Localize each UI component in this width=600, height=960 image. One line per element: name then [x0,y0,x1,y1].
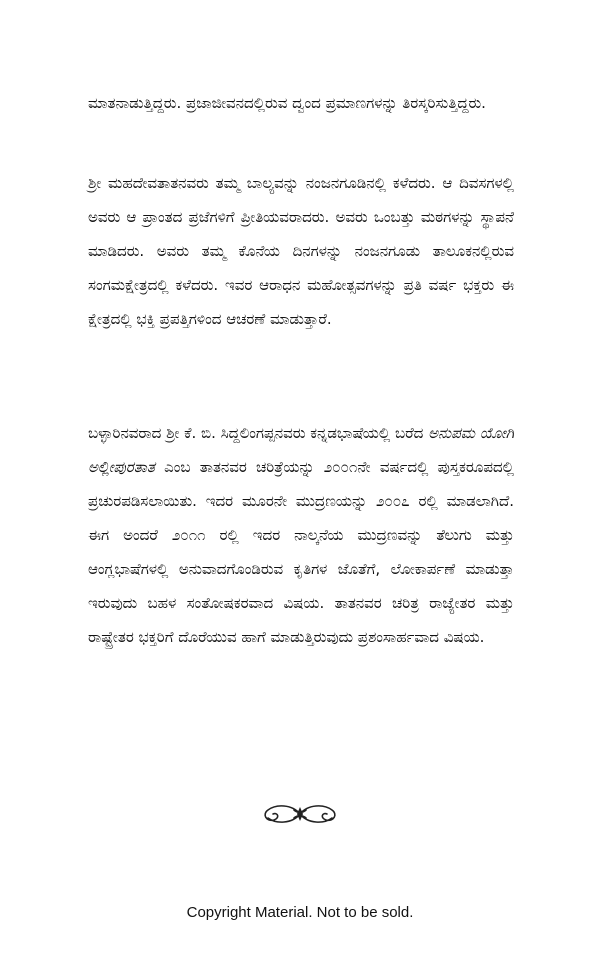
paragraph-3-rest: ಎಂಬ ತಾತನವರ ಚರಿತ್ರೆಯನ್ನು ೨೦೦೧ನೇ ವರ್ಷದಲ್ಲಿ ಪುಸ್ತಕರೂಪದಲ್ಲಿ ಪ್ರಚುರಪಡಿಸಲಾಯಿತು. ಇದರ ಮೂರನೇ ಮುದ್ರಣಯನ್ನು ೨೦೦೭ ರಲ್ಲಿ ಮಾಡಲಾಗಿದೆ. ಈಗ ಅಂದರೆ ೨೦೧೧ ರಲ್ಲಿ ಇದರ ನಾಲ್ಕನೆಯ ಮುದ್ರಣವನ್ನು ತೆಲುಗು ಮತ್ತು ಆಂಗ್ಲಭಾಷೆಗಳಲ್ಲಿ ಅನುವಾದಗೊಂಡಿರುವ ಕೃತಿಗಳ ಜೊತೆಗೆ, ಲೋಕಾರ್ಪಣೆ ಮಾಡುತ್ತಾ ಇರುವುದು ಬಹಳ ಸಂತೋಷಕರವಾದ ವಿಷಯ. ತಾತನವರ ಚರಿತ್ರ ರಾಜ್ಯೇತರ ಮತ್ತು ರಾಷ್ಟ್ರೇತರ ಭಕ್ತರಿಗೆ ದೊರೆಯುವ ಹಾಗೆ ಮಾಡುತ್ತಿರುವುದು ಪ್ರಶಂಸಾರ್ಹವಾದ ವಿಷಯ. [88,458,514,646]
paragraph-2 [88,166,514,336]
paragraph-3-lead: ಬಳ್ಳಾರಿನವರಾದ ಶ್ರೀ ಕೆ. ಬಿ. ಸಿದ್ದಲಿಂಗಪ್ಪನವರು ಕನ್ನಡಭಾಷೆಯಲ್ಲಿ ಬರೆದ [88,424,429,442]
paragraph-3 [88,416,514,654]
copyright-footer: Copyright Material. Not to be sold. [186,904,414,921]
flourish-divider-icon [258,800,342,828]
book-title: ಅನುಪಮ ಯೋಗಿ ಅಲ್ಲೀಪುರತಾತ [88,424,514,476]
paragraph-2-text: ಶ್ರೀ ಮಹದೇವತಾತನವರು ತಮ್ಮ ಬಾಲ್ಯವನ್ನು ನಂಜನಗೂಡಿನಲ್ಲಿ ಕಳೆದರು. ಆ ದಿವಸಗಳಲ್ಲಿ ಅವರು ಆ ಪ್ರಾಂತದ ಪ್ರಜೆಗಳಿಗೆ ಪ್ರೀತಿಯವರಾದರು. ಅವರು ಒಂಬತ್ತು ಮಠಗಳನ್ನು ಸ್ಥಾಪನೆ ಮಾಡಿದರು. ಅವರು ತಮ್ಮ ಕೊನೆಯ ದಿನಗಳನ್ನು ನಂಜನಗೂಡು ತಾಲೂಕನಲ್ಲಿರುವ ಸಂಗಮಕ್ಷೇತ್ರದಲ್ಲಿ ಕಳೆದರು. ಇವರ ಆರಾಧನ ಮಹೋತ್ಸವಗಳನ್ನು ಪ್ರತಿ ವರ್ಷ ಭಕ್ತರು ಈ ಕ್ಷೇತ್ರದಲ್ಲಿ ಭಕ್ತಿ ಪ್ರಪತ್ತಿಗಳಿಂದ ಆಚರಣೆ ಮಾಡುತ್ತಾರೆ. [88,174,514,328]
paragraph-3-text [88,416,514,654]
paragraph-1-text: ಮಾತನಾಡುತ್ತಿದ್ದರು. ಪ್ರಜಾಜೀವನದಲ್ಲಿರುವ ದ್ವಂದ ಪ್ರಮಾಣಗಳನ್ನು ತಿರಸ್ಕರಿಸುತ್ತಿದ್ದರು. [88,94,486,112]
paragraph-1 [88,86,514,120]
